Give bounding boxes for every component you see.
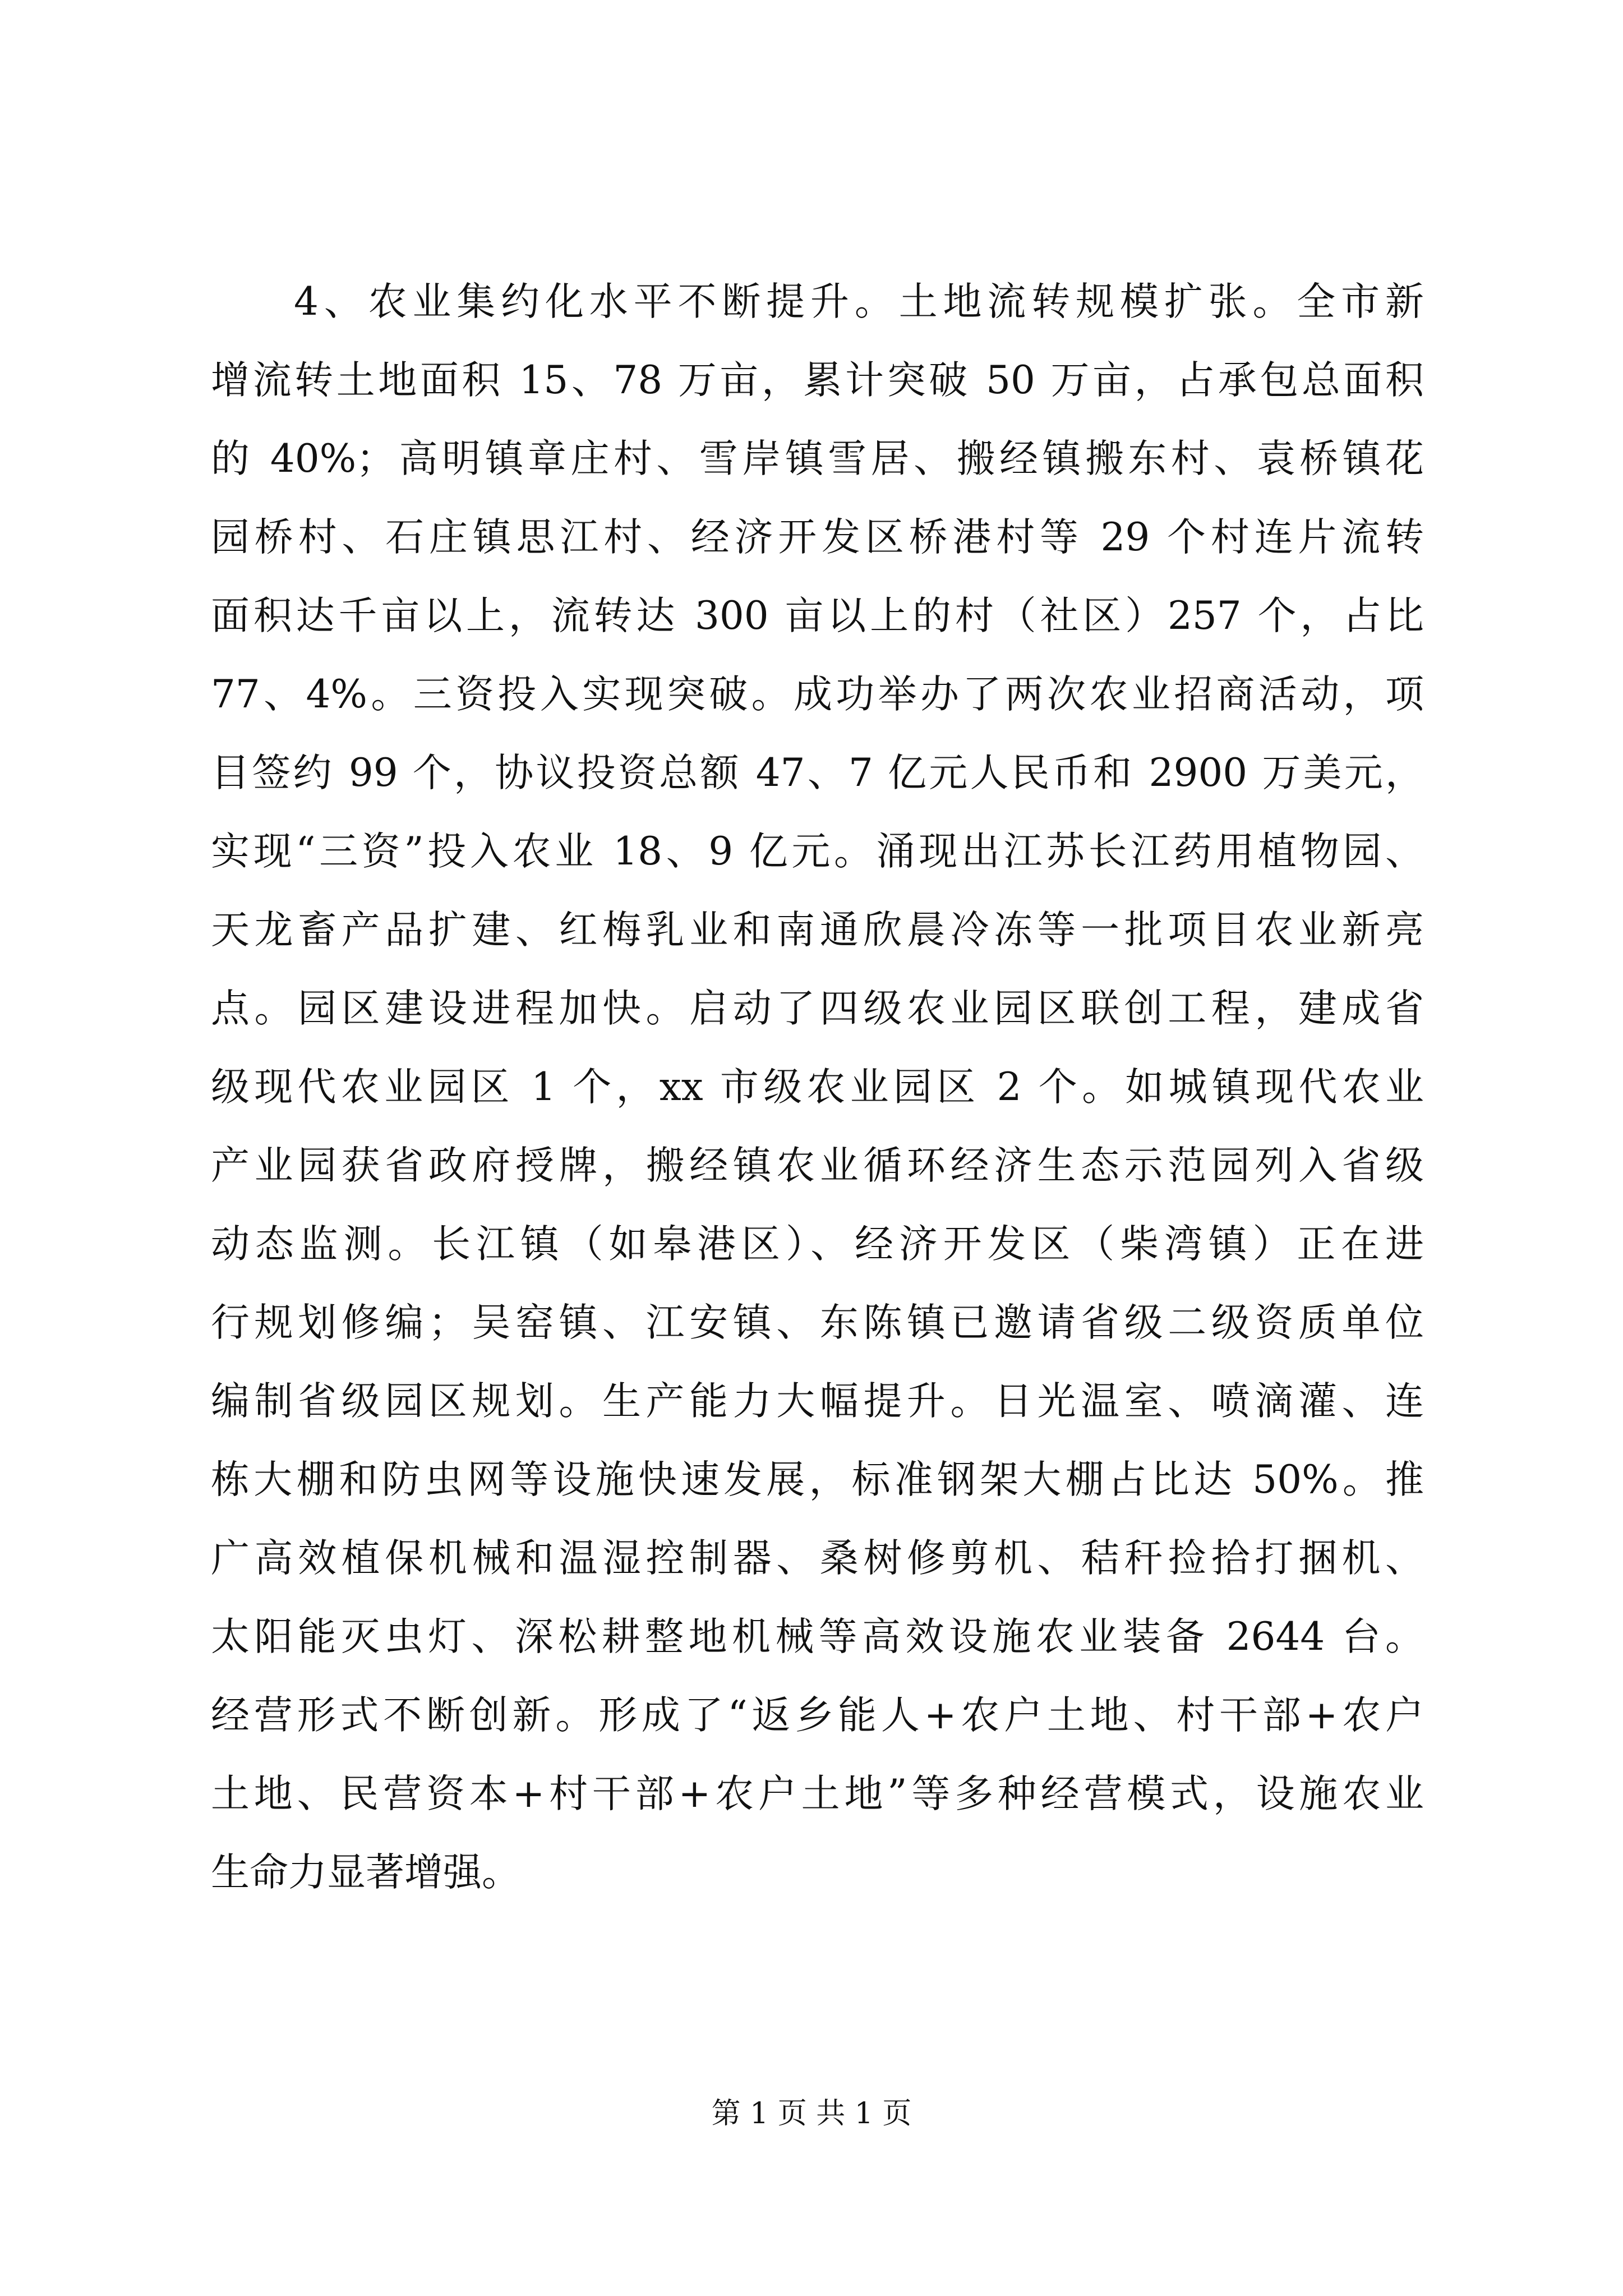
paragraph-line: 目签约 99 个，协议投资总额 47、7 亿元人民币和 2900 万美元， — [211, 751, 1424, 795]
paragraph-line: 点。园区建设进程加快。启动了四级农业园区联创工程，建成省 — [211, 986, 1424, 1031]
paragraph-line: 太阳能灭虫灯、深松耕整地机械等高效设施农业装备 2644 台。 — [211, 1614, 1424, 1659]
paragraph-line: 生命力显著增强。 — [211, 1850, 520, 1895]
paragraph-line: 行规划修编；吴窑镇、江安镇、东陈镇已邀请省级二级资质单位 — [211, 1300, 1424, 1345]
paragraph-line: 土地、民营资本+村干部+农户土地”等多种经营模式，设施农业 — [211, 1772, 1424, 1816]
paragraph-line: 园桥村、石庄镇思江村、经济开发区桥港村等 29 个村连片流转 — [211, 515, 1424, 560]
paragraph-line: 面积达千亩以上，流转达 300 亩以上的村（社区）257 个，占比 — [211, 593, 1424, 638]
paragraph-line: 经营形式不断创新。形成了“返乡能人+农户土地、村干部+农户 — [211, 1693, 1424, 1738]
paragraph-line: 77、4%。三资投入实现突破。成功举办了两次农业招商活动，项 — [211, 672, 1424, 717]
paragraph-line: 编制省级园区规划。生产能力大幅提升。日光温室、喷滴灌、连 — [211, 1379, 1424, 1424]
paragraph-line: 产业园获省政府授牌，搬经镇农业循环经济生态示范园列入省级 — [211, 1143, 1424, 1188]
page-number-footer: 第 1 页 共 1 页 — [711, 2097, 912, 2131]
paragraph-line: 栋大棚和防虫网等设施快速发展，标准钢架大棚占比达 50%。推 — [211, 1457, 1424, 1502]
paragraph-line: 广高效植保机械和温湿控制器、桑树修剪机、秸秆捡拾打捆机、 — [211, 1536, 1424, 1581]
paragraph-line: 的 40%；高明镇章庄村、雪岸镇雪居、搬经镇搬东村、袁桥镇花 — [211, 436, 1424, 481]
paragraph-line: 实现“三资”投入农业 18、9 亿元。涌现出江苏长江药用植物园、 — [211, 829, 1424, 874]
paragraph — [211, 263, 1424, 1912]
paragraph-line: 增流转土地面积 15、78 万亩，累计突破 50 万亩，占承包总面积 — [211, 358, 1424, 403]
paragraph-line: 级现代农业园区 1 个，xx 市级农业园区 2 个。如城镇现代农业 — [211, 1065, 1424, 1110]
paragraph-line: 动态监测。长江镇（如皋港区）、经济开发区（柴湾镇）正在进 — [211, 1222, 1424, 1267]
paragraph-line: 4、农业集约化水平不断提升。土地流转规模扩张。全市新 — [294, 279, 1424, 324]
paragraph-line: 天龙畜产品扩建、红梅乳业和南通欣晨冷冻等一批项目农业新亮 — [211, 908, 1424, 953]
